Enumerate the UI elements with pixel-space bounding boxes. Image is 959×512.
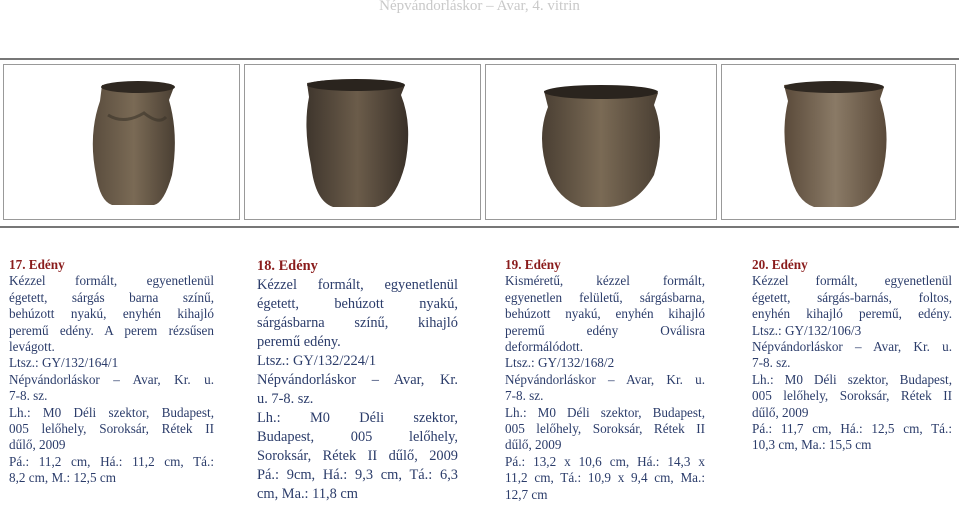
photo-strip [0, 58, 959, 228]
item-line: Lh.: M0 Déli szektor, Budapest, [505, 404, 705, 420]
item-line: Kézzel formált, egyenetlenül [752, 273, 952, 289]
item-line: dűlő, 2009 [752, 404, 809, 420]
item-line: Kézzel formált, egyenetlenül [257, 277, 458, 293]
item-line: Ltsz.: GY/132/168/2 [505, 355, 615, 371]
item-line: behúzott nyakú, enyhén kihajló [9, 306, 214, 322]
item-line: peremű edény Oválisra [505, 322, 705, 338]
item-line: Kisméretű, kézzel formált, [505, 273, 705, 289]
item-17-description [9, 257, 214, 487]
item-line: 11,2 cm, Tá.: 10,9 x 9,4 cm, Ma.: [505, 470, 705, 486]
item-title: 19. Edény [505, 257, 561, 272]
item-line: dűlő, 2009 [505, 437, 562, 453]
item-line: enyhén kihajló peremű, edény. [752, 306, 952, 322]
item-line: égetett, behúzott nyakú, [257, 296, 458, 312]
vessel-photo-18 [244, 64, 481, 220]
item-title: 18. Edény [257, 258, 318, 274]
item-line: Lh.: M0 Déli szektor, Budapest, [9, 404, 214, 420]
item-18-description [257, 257, 458, 504]
item-19-description [505, 257, 705, 503]
item-line: 10,3 cm, Ma.: 15,5 cm [752, 437, 872, 453]
item-line: Pá.: 11,7 cm, Há.: 12,5 cm, Tá.: [752, 421, 952, 437]
page-header: Népvándorláskor – Avar, 4. vitrin [379, 0, 580, 14]
item-line: peremű edény. [257, 334, 341, 350]
vessel-20-image [722, 65, 955, 219]
item-line: Lh.: M0 Déli szektor, Budapest, [752, 371, 952, 387]
vessel-18-image [245, 65, 480, 219]
item-line: 005 lelőhely, Soroksár, Rétek II [505, 421, 705, 437]
item-line: Népvándorláskor – Avar, Kr. u. [505, 371, 705, 387]
item-line: Népvándorláskor – Avar, Kr. [257, 372, 458, 388]
item-line: égetett, sárgás-barnás, foltos, [752, 289, 952, 305]
vessel-19-image [486, 65, 716, 219]
item-line: Budapest, 005 lelőhely, [257, 429, 458, 445]
item-line: Soroksár, Rétek II dűlő, 2009 [257, 448, 458, 464]
item-line: Pá.: 13,2 x 10,6 cm, Há.: 14,3 x [505, 453, 705, 469]
item-line: Lh.: M0 Déli szektor, [257, 410, 458, 426]
item-title: 20. Edény [752, 257, 808, 272]
item-line: 12,7 cm [505, 486, 548, 502]
item-line: peremű edény. A perem rézsűsen [9, 322, 214, 338]
vessel-photo-19 [485, 64, 717, 220]
vessel-photo-20 [721, 64, 956, 220]
item-line: cm, Ma.: 11,8 cm [257, 486, 358, 502]
item-line: Ltsz.: GY/132/224/1 [257, 353, 377, 369]
item-line: 005 lelőhely, Soroksár, Rétek II [752, 388, 952, 404]
item-line: Ltsz.: GY/132/106/3 [752, 322, 862, 338]
vessel-photo-17 [3, 64, 240, 220]
item-body [9, 273, 214, 486]
item-line: sárgásbarna színű, kihajló [257, 315, 458, 331]
item-line: égetett, sárgás barna színű, [9, 289, 214, 305]
item-body [752, 273, 952, 453]
item-line: 7-8. sz. [9, 388, 48, 404]
item-body [257, 276, 458, 504]
item-line: levágott. [9, 339, 55, 355]
item-line: Pá.: 9cm, Há.: 9,3 cm, Tá.: 6,3 [257, 467, 458, 483]
item-line: 7-8. sz. [752, 355, 791, 371]
item-line: egyenetlen felületű, sárgásbarna, [505, 289, 705, 305]
item-line: Pá.: 11,2 cm, Há.: 11,2 cm, Tá.: [9, 453, 214, 469]
vessel-17-image [4, 65, 239, 219]
item-line: u. 7-8. sz. [257, 391, 314, 407]
item-line: Népvándorláskor – Avar, Kr. u. [9, 371, 214, 387]
item-body [505, 273, 705, 503]
item-line: behúzott nyakú, enyhén kihajló [505, 306, 705, 322]
item-line: dűlő, 2009 [9, 437, 66, 453]
item-line: 005 lelőhely, Soroksár, Rétek II [9, 421, 214, 437]
item-line: 7-8. sz. [505, 388, 544, 404]
item-line: 8,2 cm, M.: 12,5 cm [9, 470, 116, 486]
item-line: Ltsz.: GY/132/164/1 [9, 355, 119, 371]
item-title: 17. Edény [9, 257, 65, 272]
item-20-description [752, 257, 952, 454]
item-line: Kézzel formált, egyenetlenül [9, 273, 214, 289]
item-line: deformálódott. [505, 339, 584, 355]
item-line: Népvándorláskor – Avar, Kr. u. [752, 339, 952, 355]
